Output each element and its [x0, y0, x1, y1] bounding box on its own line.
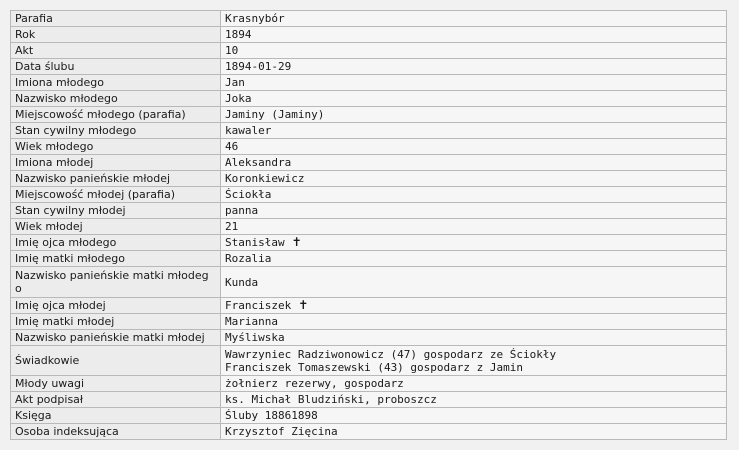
field-value-text: Stanisław: [225, 236, 285, 249]
table-row: [11, 91, 727, 107]
field-label: Osoba indeksująca: [11, 424, 221, 440]
field-value: Marianna: [221, 314, 727, 330]
field-label: [11, 267, 221, 298]
table-row: [11, 75, 727, 91]
field-label: Imię ojca młodej: [11, 298, 221, 314]
witness-line: Wawrzyniec Radziwonowicz (47) gospodarz ze Ściokły: [225, 347, 557, 361]
field-value: Krasnybór: [221, 11, 727, 27]
field-value: Aleksandra: [221, 155, 727, 171]
table-row: [11, 408, 727, 424]
field-label-line: o: [15, 282, 22, 295]
table-row: [11, 139, 727, 155]
table-row: [11, 59, 727, 75]
table-row: [11, 171, 727, 187]
field-value: Koronkiewicz: [221, 171, 727, 187]
table-row: [11, 424, 727, 440]
field-label: Imię ojca młodego: [11, 235, 221, 251]
table-row: [11, 43, 727, 59]
table-row: [11, 235, 727, 251]
table-row: [11, 107, 727, 123]
field-label: Imiona młodego: [11, 75, 221, 91]
table-row: [11, 267, 727, 298]
field-value: Krzysztof Zięcina: [221, 424, 727, 440]
field-label: Świadkowie: [11, 346, 221, 376]
field-value: 1894-01-29: [221, 59, 727, 75]
cross-icon: ✝: [291, 235, 302, 249]
field-label: Miejscowość młodej (parafia): [11, 187, 221, 203]
table-row: [11, 27, 727, 43]
table-row: [11, 251, 727, 267]
field-label: Rok: [11, 27, 221, 43]
field-label: Imiona młodej: [11, 155, 221, 171]
table-row: [11, 219, 727, 235]
table-row: [11, 123, 727, 139]
marriage-record-table: [10, 10, 727, 440]
field-value: Jan: [221, 75, 727, 91]
field-value: 21: [221, 219, 727, 235]
field-label: Wiek młodego: [11, 139, 221, 155]
table-row: [11, 203, 727, 219]
field-label: Nazwisko panieńskie matki młodej: [11, 330, 221, 346]
table-row: [11, 346, 727, 376]
field-label: Stan cywilny młodej: [11, 203, 221, 219]
field-value: [221, 298, 727, 314]
table-row: [11, 11, 727, 27]
field-value: [221, 346, 727, 376]
field-value: ks. Michał Bludziński, proboszcz: [221, 392, 727, 408]
field-label: Młody uwagi: [11, 376, 221, 392]
table-row: [11, 187, 727, 203]
field-value: Kunda: [221, 267, 727, 298]
field-label: Miejscowość młodego (parafia): [11, 107, 221, 123]
field-value: Rozalia: [221, 251, 727, 267]
field-label: Parafia: [11, 11, 221, 27]
table-row: [11, 155, 727, 171]
witness-line: Franciszek Tomaszewski (43) gospodarz z Jamin: [225, 360, 524, 374]
field-value: Myśliwska: [221, 330, 727, 346]
field-label: Data ślubu: [11, 59, 221, 75]
field-label: Imię matki młodego: [11, 251, 221, 267]
field-label: Nazwisko młodego: [11, 91, 221, 107]
field-label: Akt: [11, 43, 221, 59]
table-row: [11, 330, 727, 346]
field-value: Jaminy (Jaminy): [221, 107, 727, 123]
field-label: Księga: [11, 408, 221, 424]
field-label: Imię matki młodej: [11, 314, 221, 330]
table-row: [11, 376, 727, 392]
field-value: Joka: [221, 91, 727, 107]
field-value: 1894: [221, 27, 727, 43]
table-row: [11, 392, 727, 408]
field-value: żołnierz rezerwy, gospodarz: [221, 376, 727, 392]
field-value: kawaler: [221, 123, 727, 139]
field-label: Stan cywilny młodego: [11, 123, 221, 139]
field-label-line: Nazwisko panieńskie matki młodeg: [15, 269, 209, 282]
field-value: [221, 235, 727, 251]
field-value: 46: [221, 139, 727, 155]
field-value: Ściokła: [221, 187, 727, 203]
field-label: Akt podpisał: [11, 392, 221, 408]
field-value: Śluby 18861898: [221, 408, 727, 424]
cross-icon: ✝: [298, 298, 309, 312]
table-row: [11, 314, 727, 330]
field-label: Wiek młodej: [11, 219, 221, 235]
field-label: Nazwisko panieńskie młodej: [11, 171, 221, 187]
field-value-text: Franciszek: [225, 299, 292, 312]
field-value: 10: [221, 43, 727, 59]
field-value: panna: [221, 203, 727, 219]
table-row: [11, 298, 727, 314]
